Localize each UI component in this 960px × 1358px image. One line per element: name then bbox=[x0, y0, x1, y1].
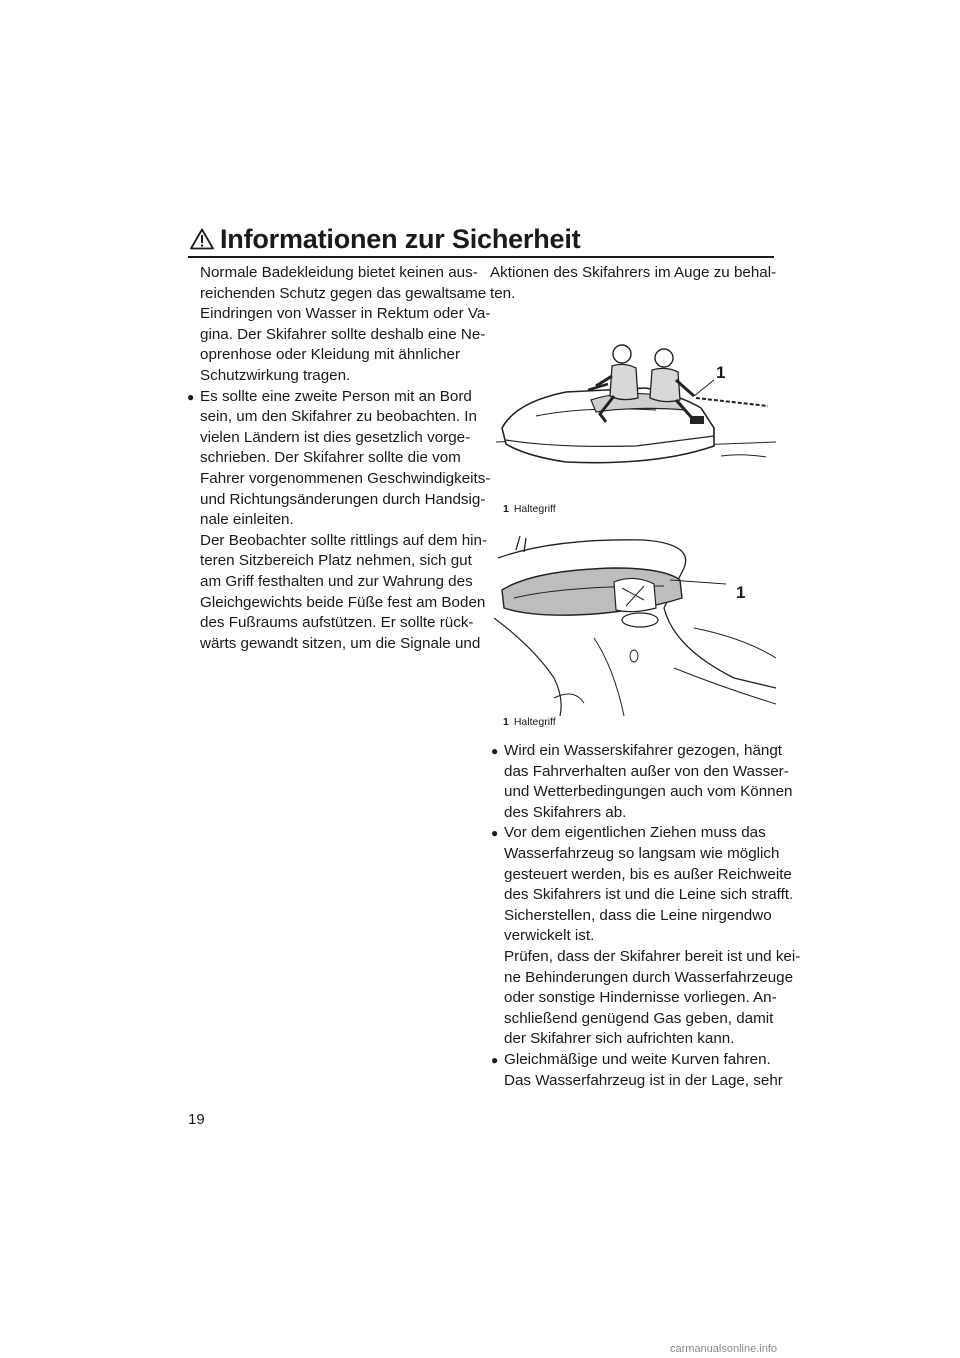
text-line: teren Sitzbereich Platz nehmen, sich gut bbox=[200, 552, 472, 570]
text-line: Vor dem eigentlichen Ziehen muss das bbox=[504, 824, 766, 842]
page-title: Informationen zur Sicherheit bbox=[220, 224, 581, 254]
text-line: Prüfen, dass der Skifahrer bereit ist und kei- bbox=[504, 947, 801, 965]
bullet-item bbox=[490, 823, 801, 1050]
text-line: des Skifahrers ist und die Leine sich strafft. bbox=[504, 886, 794, 904]
text-line: nale einleiten. bbox=[200, 511, 294, 529]
text-line: ten. bbox=[490, 284, 516, 302]
text-line: und Wetterbedingungen auch vom Können bbox=[504, 783, 793, 801]
text-line: das Fahrverhalten außer von den Wasser- bbox=[504, 762, 789, 780]
bullet-item bbox=[490, 1050, 783, 1091]
caption-text: Haltegriff bbox=[513, 503, 556, 515]
bullet-item bbox=[490, 741, 793, 823]
bullet-icon: ● bbox=[491, 744, 499, 758]
text-line: Schutzwirkung tragen. bbox=[200, 366, 351, 384]
caption-text: Haltegriff bbox=[513, 716, 556, 728]
text-line: Fahrer vorgenommenen Geschwindigkeits- bbox=[200, 469, 491, 487]
text-line: des Fußraums aufstützen. Er sollte rück- bbox=[200, 614, 474, 632]
figure1-caption bbox=[503, 503, 556, 515]
text-line: oprenhose oder Kleidung mit ähnlicher bbox=[200, 346, 461, 364]
text-line: schrieben. Der Skifahrer sollte die vom bbox=[200, 449, 461, 467]
header-rule bbox=[188, 256, 774, 258]
text-line: Sicherstellen, dass die Leine nirgendwo bbox=[504, 906, 772, 924]
text-line: und Richtungsänderungen durch Handsig- bbox=[200, 490, 486, 508]
text-line: der Skifahrer sich aufrichten kann. bbox=[504, 1030, 735, 1048]
text-line: oder sonstige Hindernisse vorliegen. An- bbox=[504, 989, 777, 1007]
text-line: Aktionen des Skifahrers im Auge zu behal- bbox=[490, 264, 777, 281]
text-line: Der Beobachter sollte rittlings auf dem hin- bbox=[200, 531, 488, 549]
text-line: Wasserfahrzeug so langsam wie möglich bbox=[504, 844, 780, 862]
continued-paragraph bbox=[490, 263, 780, 304]
text-line: wärts gewandt sitzen, um die Signale und bbox=[200, 634, 481, 652]
text-line: reichenden Schutz gegen das gewaltsame bbox=[200, 284, 487, 302]
intro-paragraph bbox=[200, 263, 491, 387]
text-line: Gleichmäßige und weite Kurven fahren. bbox=[504, 1050, 771, 1068]
text-line: Normale Badekleidung bietet keinen aus- bbox=[200, 264, 478, 281]
figure2-caption bbox=[503, 716, 556, 728]
text-line: am Griff festhalten und zur Wahrung des bbox=[200, 572, 473, 590]
text-line: ne Behinderungen durch Wasserfahrzeuge bbox=[504, 968, 794, 986]
text-line: des Skifahrers ab. bbox=[504, 803, 627, 821]
figure1-callout: 1 bbox=[716, 363, 726, 382]
text-line: Gleichgewichts beide Füße fest am Boden bbox=[200, 593, 486, 611]
bullet-icon: ● bbox=[187, 389, 195, 404]
text-line: Es sollte eine zweite Person mit an Bord bbox=[200, 387, 472, 405]
right-column-top bbox=[490, 263, 780, 304]
text-line: vielen Ländern ist dies gesetzlich vorge- bbox=[200, 428, 471, 446]
bullet-icon: ● bbox=[491, 826, 499, 841]
text-line: verwickelt ist. bbox=[504, 927, 595, 945]
text-line: gesteuert werden, bis es außer Reichweite bbox=[504, 865, 792, 883]
page-number: 19 bbox=[188, 1111, 205, 1128]
text-line: Wird ein Wasserskifahrer gezogen, hängt bbox=[504, 742, 783, 759]
page-header bbox=[188, 222, 774, 258]
right-column-bullets bbox=[490, 741, 801, 1091]
bullet-icon: ● bbox=[491, 1052, 499, 1067]
text-line: Eindringen von Wasser in Rektum oder Va- bbox=[200, 305, 491, 323]
left-column bbox=[186, 263, 491, 654]
text-line: schließend genügend Gas geben, damit bbox=[504, 1009, 774, 1027]
caption-number: 1 bbox=[503, 503, 509, 515]
watermark: carmanualsonline.info bbox=[670, 1343, 778, 1355]
text-line: gina. Der Skifahrer sollte deshalb eine Ne- bbox=[200, 325, 486, 343]
figure-watercraft-riders bbox=[496, 336, 776, 468]
text-line: sein, um den Skifahrer zu beobachten. In bbox=[200, 408, 477, 426]
bullet-item bbox=[186, 387, 491, 655]
figure-grab-handle bbox=[494, 528, 776, 716]
figure2-callout: 1 bbox=[736, 583, 746, 602]
text-line: Das Wasserfahrzeug ist in der Lage, sehr bbox=[504, 1071, 783, 1089]
warning-triangle-icon bbox=[190, 228, 214, 250]
caption-number: 1 bbox=[503, 716, 509, 728]
